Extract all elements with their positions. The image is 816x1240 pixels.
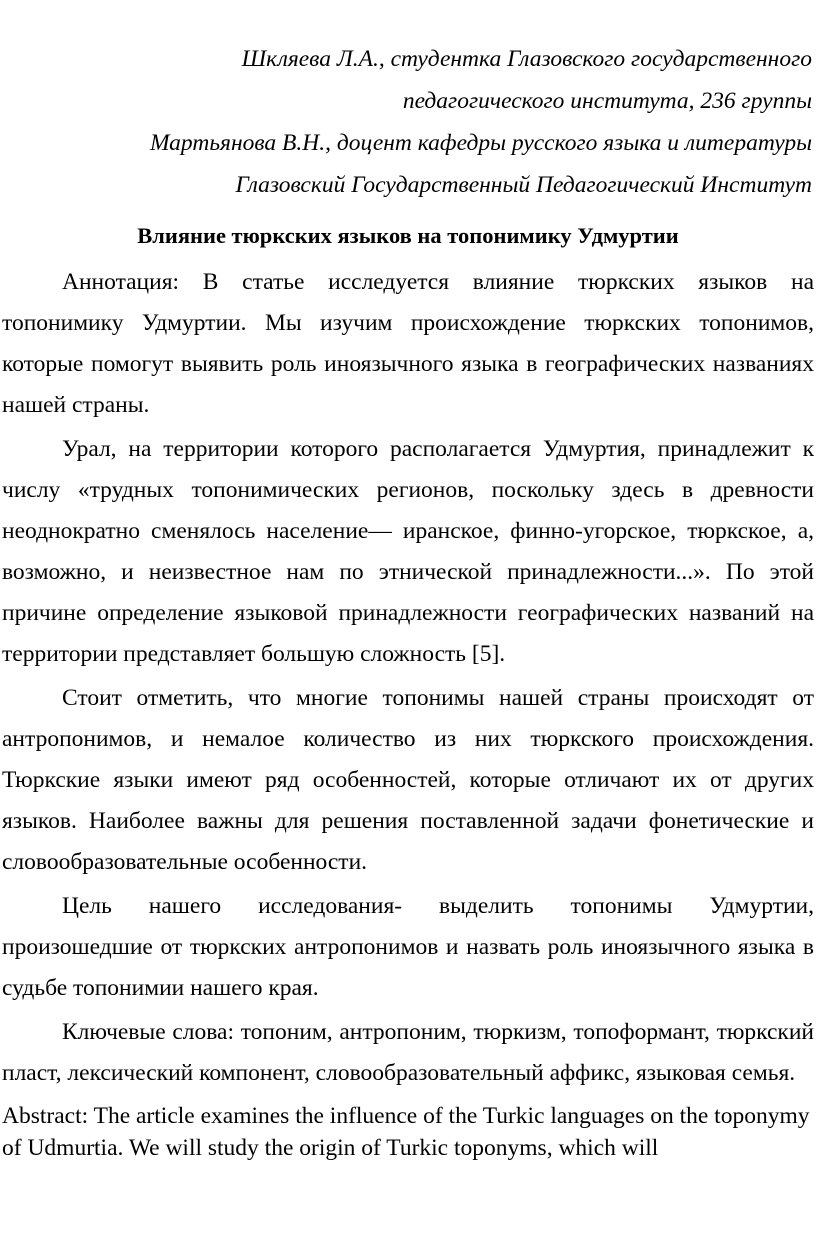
ural-paragraph: Урал, на территории которого располагается Удмуртия, принадлежит к числу «трудных топонимических регионов, поскольку здесь в древности неоднократно сменялось население— иранское, финно-угорское, тюркское, а, возможно, и неизвестное нам по этнической принадлежности...». По этой причине определение языковой принадлежности географических названий на территории представляет большую сложность [5]. [2, 436, 814, 667]
anthroponyms-paragraph: Стоит отметить, что многие топонимы нашей страны происходят от антропонимов, и немалое количество из них тюркского происхождения. Тюркские языки имеют ряд особенностей, которые отличают их от других языков. Наиболее важны для решения поставленной задачи фонетические и словообразовательные особенности. [2, 685, 814, 875]
abstract-paragraph: Abstract: The article examines the influence of the Turkic languages on the toponymy of Udmurtia. We will study the origin of Turkic toponyms, which will [2, 1103, 810, 1161]
author-line-2: педагогического института, 236 группы [402, 88, 812, 114]
goal-paragraph: Цель нашего исследования- выделить топонимы Удмуртии, произошедшие от тюркских антропонимов и назвать роль иноязычного языка в судьбе топонимии нашего края. [2, 893, 814, 1001]
author-line-3: Мартьянова В.Н., доцент кафедры русского языка и литературы [149, 130, 812, 156]
keywords-paragraph: Ключевые слова: топоним, антропоним, тюркизм, топоформант, тюркский пласт, лексический компонент, словообразовательный аффикс, языковая семья. [2, 1019, 814, 1086]
article-title: Влияние тюркских языков на топонимику Удмуртии [137, 223, 679, 248]
annotation-paragraph: Аннотация: В статье исследуется влияние тюркских языков на топонимику Удмуртии. Мы изучим происхождение тюркских топонимов, которые помогут выявить роль иноязычного языка в географических названиях нашей страны. [2, 269, 814, 418]
author-line-1: Шкляева Л.А., студентка Глазовского государственного [241, 46, 812, 72]
author-line-4: Глазовский Государственный Педагогический Институт [235, 172, 812, 198]
